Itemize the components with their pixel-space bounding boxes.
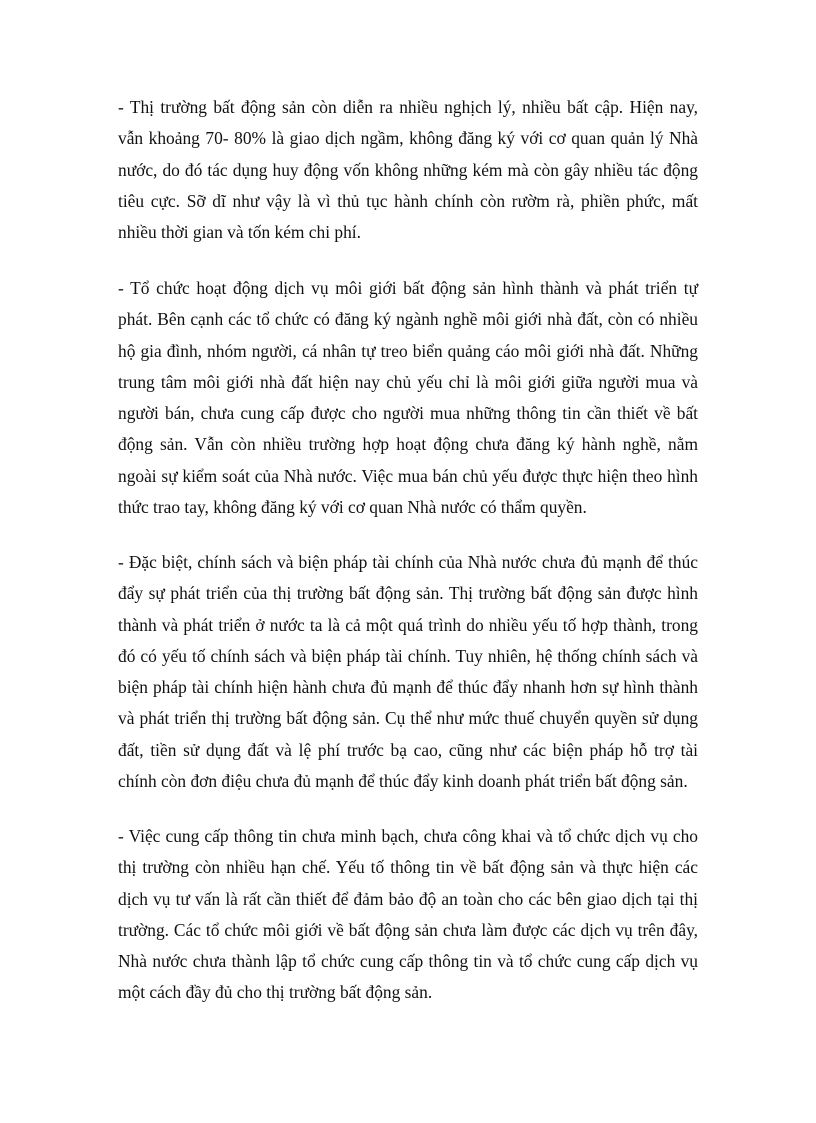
text-line: trung tâm môi giới nhà đất hiện nay chủ yếu chỉ là môi giới giữa người mua và [118, 371, 698, 392]
text-line: Nhà nước chưa thành lập tổ chức cung cấp thông tin và tổ chức cung cấp dịch vụ [118, 951, 698, 972]
text-line: dịch vụ tư vấn là rất cần thiết để đảm bảo độ an toàn cho các bên giao dịch tại thị [118, 888, 698, 909]
text-line: biện pháp tài chính hiện hành chưa đủ mạnh để thúc đẩy nhanh hơn sự hình thành [118, 677, 698, 698]
text-line: thức trao tay, không đăng ký với cơ quan Nhà nước có thẩm quyền. [118, 497, 587, 518]
text-line: động sản. Vẫn còn nhiều trường hợp hoạt động chưa đăng ký hành nghề, nằm [118, 434, 698, 455]
paragraph-brokerage-services [118, 273, 698, 523]
text-line: ngoài sự kiểm soát của Nhà nước. Việc mua bán chủ yếu được thực hiện theo hình [118, 465, 698, 486]
text-line: nhiều thời gian và tốn kém chi phí. [118, 222, 361, 243]
text-line: vẫn khoảng 70- 80% là giao dịch ngầm, không đăng ký với cơ quan quản lý Nhà [118, 128, 698, 149]
text-line: đẩy sự phát triển của thị trường bất động sản. Thị trường bất động sản được hình [118, 583, 698, 604]
text-line: thành và phát triển ở nước ta là cả một quá trình do nhiều yếu tố hợp thành, trong [118, 614, 698, 635]
text-line: - Việc cung cấp thông tin chưa minh bạch, chưa công khai và tổ chức dịch vụ cho [118, 826, 698, 846]
text-line: người bán, chưa cung cấp được cho người mua những thông tin cần thiết về bất [118, 403, 698, 424]
text-line: - Thị trường bất động sản còn diễn ra nhiều nghịch lý, nhiều bất cập. Hiện nay, [118, 97, 698, 117]
text-line: thị trường còn nhiều hạn chế. Yếu tố thông tin về bất động sản và thực hiện các [118, 857, 698, 878]
paragraph-financial-policy [118, 547, 698, 797]
text-line: đất, tiền sử dụng đất và lệ phí trước bạ cao, cũng như các biện pháp hỗ trợ tài [118, 739, 698, 760]
text-line: phát. Bên cạnh các tổ chức có đăng ký ngành nghề môi giới nhà đất, còn có nhiều [118, 309, 698, 330]
text-line: trường. Các tổ chức môi giới về bất động sản chưa làm được các dịch vụ trên đây, [118, 919, 698, 940]
text-line: nước, do đó tác dụng huy động vốn không những kém mà còn gây nhiều tác động [118, 159, 698, 180]
text-line: đó có yếu tố chính sách và biện pháp tài chính. Tuy nhiên, hệ thống chính sách và [118, 645, 698, 666]
text-line: chính còn đơn điệu chưa đủ mạnh để thúc đẩy kinh doanh phát triển bất động sản. [118, 771, 688, 792]
text-line: - Đặc biệt, chính sách và biện pháp tài chính của Nhà nước chưa đủ mạnh để thúc [118, 552, 698, 572]
text-line: - Tổ chức hoạt động dịch vụ môi giới bất động sản hình thành và phát triển tự [118, 278, 698, 298]
paragraph-underground-transactions [118, 92, 698, 248]
text-line: một cách đầy đủ cho thị trường bất động sản. [118, 982, 433, 1003]
text-line: hộ gia đình, nhóm người, cá nhân tự treo biển quảng cáo môi giới nhà đất. Những [118, 340, 698, 361]
text-line: và phát triển thị trường bất động sản. Cụ thể như mức thuế chuyển quyền sử dụng [118, 708, 698, 729]
paragraph-information-transparency [118, 821, 698, 1009]
text-line: tiêu cực. Sỡ dĩ như vậy là vì thủ tục hành chính còn rườm rà, phiền phức, mất [118, 190, 698, 211]
